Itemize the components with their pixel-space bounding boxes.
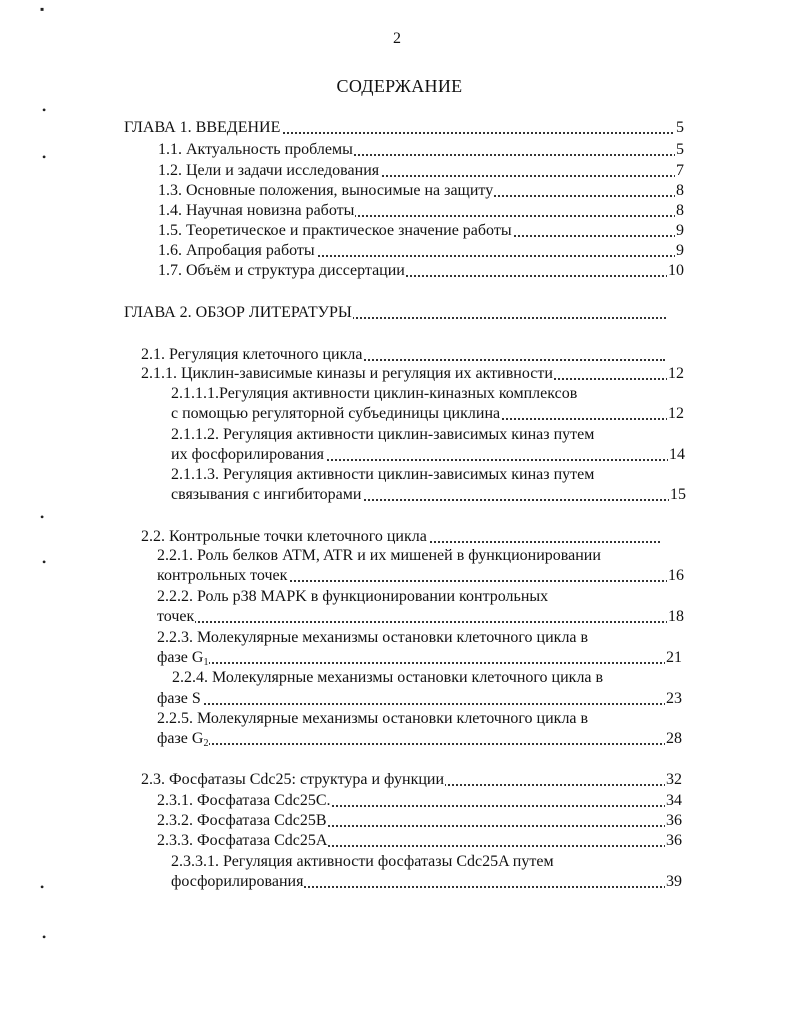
scan-mark: •: [42, 555, 47, 569]
toc-entry-2-1-1-2-line1: 2.1.1.2. Регуляция активности циклин-зависимых киназ путем: [171, 426, 595, 443]
toc-entry-2-2-3: фазе $G_1$ 21: [157, 649, 682, 668]
toc-entry-2-1-1-3-line1: 2.1.1.3. Регуляция активности циклин-зависимых киназ путем: [171, 466, 595, 483]
scan-mark: •: [42, 930, 47, 944]
toc-entry-2-2-4-line1: 2.2.4. Молекулярные механизмы остановки клеточного цикла в: [172, 669, 604, 686]
toc-entry-2-2-5-line1: 2.2.5. Молекулярные механизмы остановки клеточного цикла в: [157, 710, 589, 727]
toc-entry-2-2-1-line1: 2.2.1. Роль белков ATM, ATR и их мишеней в функционировании: [157, 547, 601, 564]
toc-entry-1-7: 1.7. Объём и структура диссертации 10: [158, 262, 684, 279]
toc-entry-1-1: 1.1. Актуальность проблемы 5: [158, 141, 684, 158]
toc-entry-2-3-3: 2.3.3. Фосфатаза Cdc25A 36: [157, 832, 682, 849]
toc-entry-2-2-4: фазе S 23: [157, 690, 682, 707]
toc-entry-2-3-3-1-line1: 2.3.3.1. Регуляция активности фосфатазы Cdc25A путем: [171, 853, 554, 870]
toc-chapter-2: ГЛАВА 2. ОБЗОР ЛИТЕРАТУРЫ: [124, 303, 666, 323]
toc-entry-2-3-1: 2.3.1. Фосфатаза Cdc25C. 34: [157, 792, 682, 809]
toc-entry-1-3: 1.3. Основные положения, выносимые на защиту 8: [158, 182, 684, 199]
toc-entry-2-2-1: контрольных точек 16: [157, 567, 684, 584]
toc-entry-2-2: 2.2. Контрольные точки клеточного цикла: [141, 527, 660, 547]
toc-entry-2-3: 2.3. Фосфатазы Cdc25: структура и функции 32: [141, 771, 682, 788]
scan-mark: ▪: [40, 2, 45, 16]
toc-entry-2-1-1-2: их фосфорилирования 14: [171, 446, 685, 463]
toc-entry-2-1-1-1: с помощью регуляторной субъединицы циклина 12: [171, 405, 684, 422]
scan-mark: •: [40, 510, 45, 524]
toc-entry-2-3-2: 2.3.2. Фосфатаза Cdc25B 36: [157, 812, 682, 829]
toc-entry-2-2-2: точек 18: [157, 608, 684, 625]
toc-entry-2-2-2-line1: 2.2.2. Роль p38 MAPK в функционировании контрольных: [157, 588, 549, 605]
scan-mark: •: [42, 103, 47, 117]
toc-chapter-1: ГЛАВА 1. ВВЕДЕНИЕ 5: [124, 119, 684, 136]
toc-entry-2-1-1-3: связывания с ингибиторами 15: [171, 486, 686, 503]
toc-entry-1-6: 1.6. Апробация работы 9: [158, 242, 684, 259]
toc-entry-1-2: 1.2. Цели и задачи исследования 7: [158, 162, 684, 179]
scan-mark: •: [40, 880, 45, 894]
toc-entry-2-1-1: 2.1.1. Циклин-зависимые киназы и регуляция их активности 12: [141, 365, 684, 382]
toc-entry-2-2-5: фазе $G_2$ 28: [157, 730, 682, 749]
page-title: СОДЕРЖАНИЕ: [336, 76, 463, 96]
toc-entry-1-4: 1.4. Научная новизна работы 8: [158, 202, 684, 219]
scan-mark: •: [42, 150, 47, 164]
toc-entry-2-1: 2.1. Регуляция клеточного цикла: [141, 345, 665, 365]
page-number: 2: [393, 30, 401, 47]
toc-entry-2-1-1-1-line1: 2.1.1.1.Регуляция активности циклин-киназных комплексов: [171, 385, 578, 402]
toc-entry-2-2-3-line1: 2.2.3. Молекулярные механизмы остановки клеточного цикла в: [157, 629, 589, 646]
toc-entry-1-5: 1.5. Теоретическое и практическое значение работы 9: [158, 222, 684, 239]
toc-entry-2-3-3-1: фосфорилирования 39: [171, 873, 682, 890]
